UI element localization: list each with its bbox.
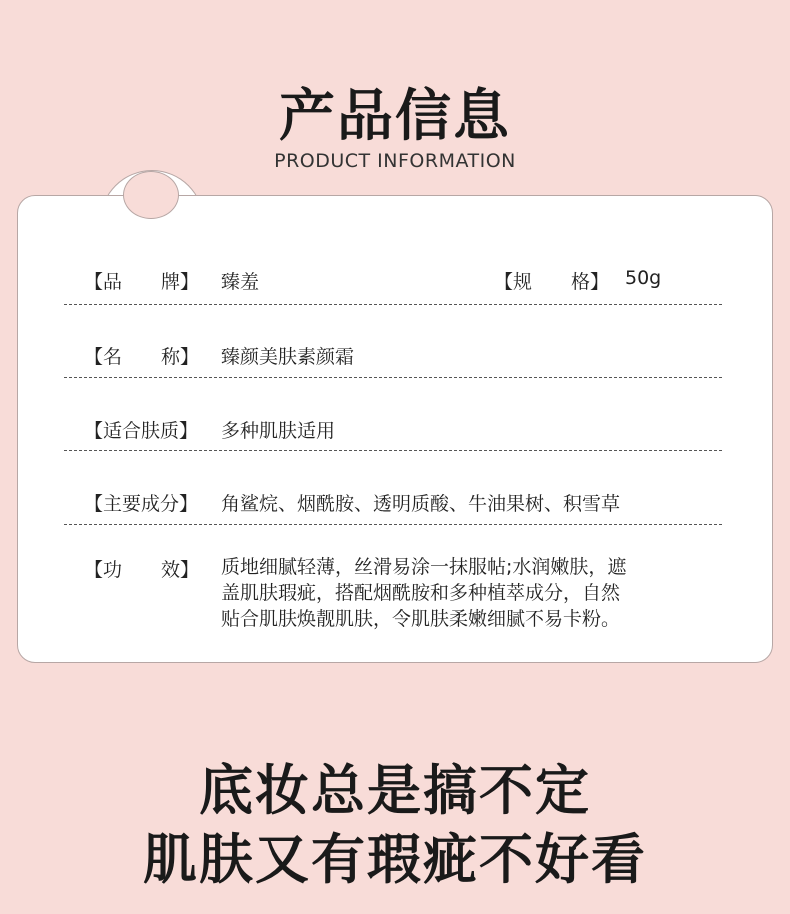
spec-label: 【规 格】 bbox=[494, 271, 609, 293]
page-subtitle: PRODUCT INFORMATION bbox=[274, 150, 516, 172]
row-divider bbox=[64, 304, 722, 305]
name-label: 【名 称】 bbox=[84, 346, 199, 368]
skin-label: 【适合肤质】 bbox=[84, 420, 199, 442]
brand-label: 【品 牌】 bbox=[84, 271, 199, 293]
effect-label: 【功 效】 bbox=[84, 559, 199, 581]
ingredients-label: 【主要成分】 bbox=[84, 493, 199, 515]
skin-value: 多种肌肤适用 bbox=[221, 420, 336, 442]
footer-headline-1: 底妆总是搞不定 bbox=[199, 758, 591, 822]
footer-headline-2: 肌肤又有瑕疵不好看 bbox=[143, 827, 647, 891]
spec-value: 50g bbox=[625, 267, 662, 289]
row-divider bbox=[64, 450, 722, 451]
row-divider bbox=[64, 524, 722, 525]
card-hole-decoration bbox=[123, 171, 179, 219]
ingredients-value: 角鲨烷、烟酰胺、透明质酸、牛油果树、积雪草 bbox=[221, 493, 621, 515]
effect-value: 质地细腻轻薄，丝滑易涂一抹服帖;水润嫩肤，遮 盖肌肤瑕疵，搭配烟酰胺和多种植萃成分，自然 贴合肌肤焕靓肌肤，令肌肤柔嫩细腻不易卡粉。 bbox=[221, 556, 627, 630]
row-divider bbox=[64, 377, 722, 378]
name-value: 臻颜美肤素颜霜 bbox=[221, 346, 355, 368]
brand-value: 臻羞 bbox=[221, 271, 260, 293]
page-title: 产品信息 bbox=[279, 83, 511, 149]
